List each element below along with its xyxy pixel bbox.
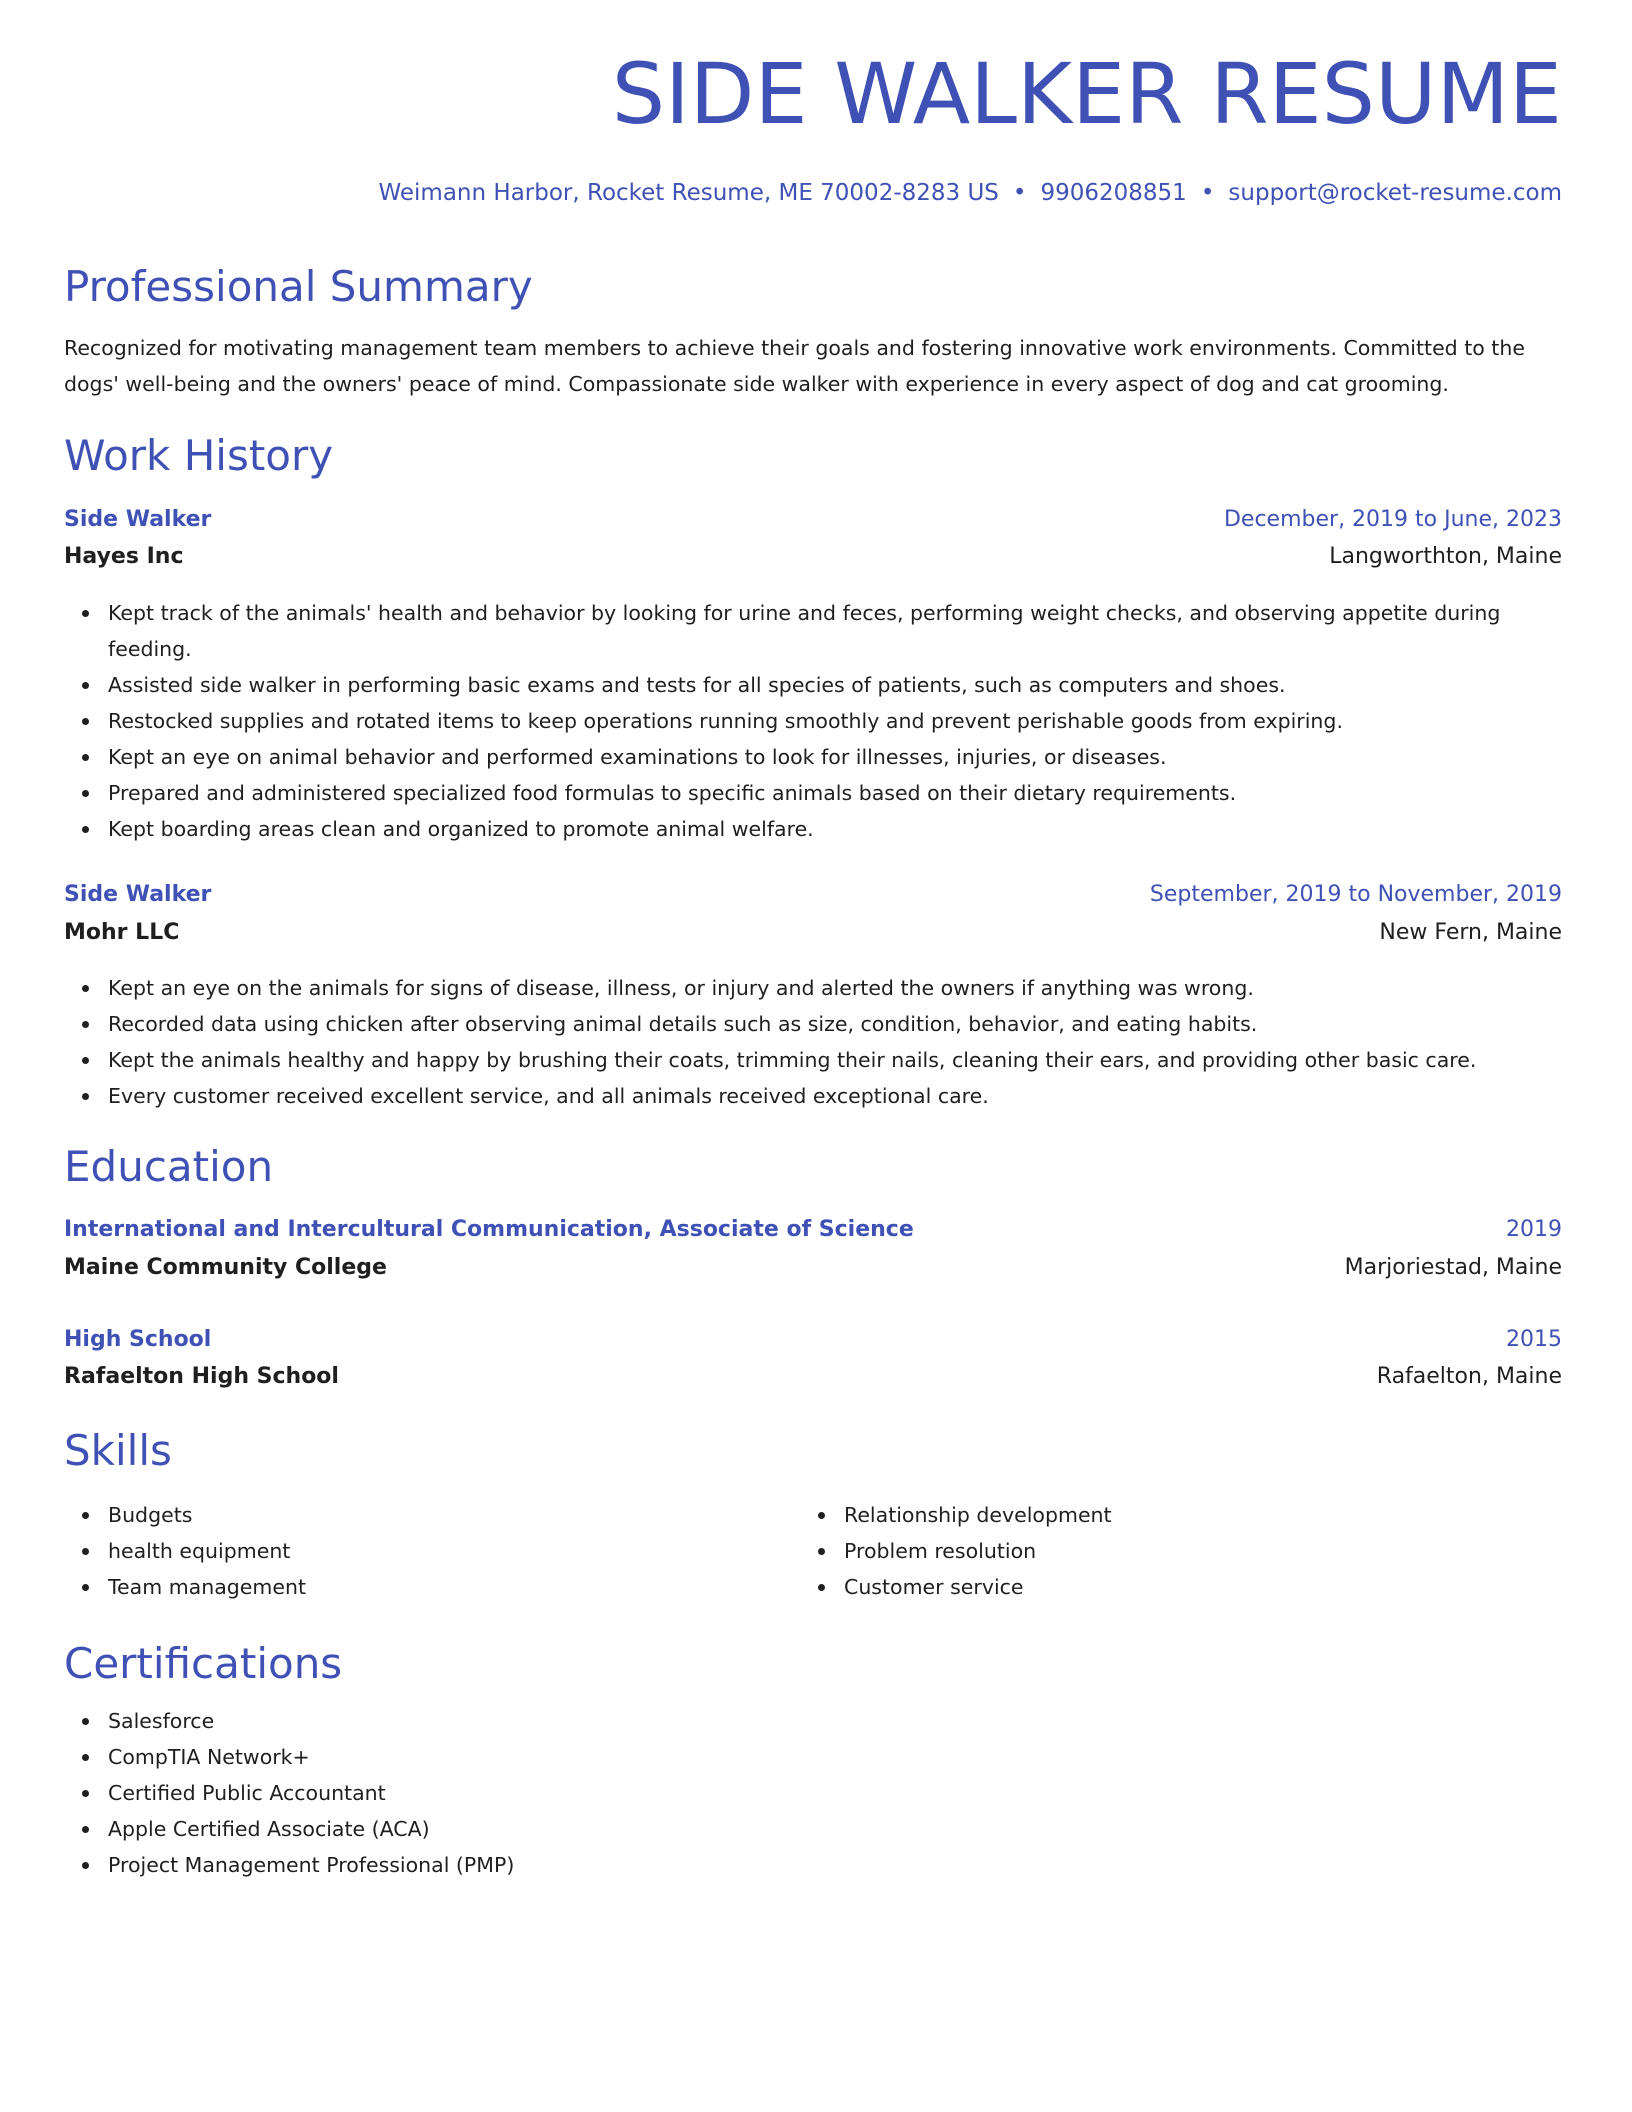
skill-item: Customer service (800, 1569, 1540, 1605)
list-item: Prepared and administered specialized food formulas to specific animals based on their dietary requirements. (64, 775, 1562, 811)
education-degree: High School (64, 1327, 212, 1352)
education-heading: Education (64, 1142, 274, 1191)
job-dates: December, 2019 to June, 2023 (1223, 507, 1562, 532)
skill-item: Budgets (64, 1497, 799, 1533)
list-item: Kept an eye on animal behavior and performed examinations to look for illnesses, injuries, or diseases. (64, 739, 1562, 775)
list-item: Kept boarding areas clean and organized to promote animal welfare. (64, 811, 1562, 847)
education-location: Rafaelton, Maine (1376, 1364, 1562, 1389)
contact-line (379, 182, 1563, 205)
contact-address: Weimann Harbor, Rocket Resume, ME 70002-8283 US (378, 180, 999, 206)
job-company-row (64, 918, 1562, 948)
job-dates: September, 2019 to November, 2019 (1149, 882, 1562, 907)
work-history-heading: Work History (64, 431, 334, 480)
education-location: Marjoriestad, Maine (1344, 1255, 1562, 1280)
certifications-list (64, 1703, 1562, 1883)
job-location: New Fern, Maine (1379, 920, 1562, 945)
list-item: Restocked supplies and rotated items to keep operations running smoothly and prevent perishable goods from expiring. (64, 703, 1562, 739)
skill-item: health equipment (64, 1533, 799, 1569)
skill-item: Problem resolution (800, 1533, 1540, 1569)
education-school-row (64, 1362, 1562, 1392)
contact-separator: • (1200, 180, 1215, 206)
certification-item: Certified Public Accountant (64, 1775, 1562, 1811)
certification-item: Project Management Professional (PMP) (64, 1847, 1562, 1883)
skill-item: Relationship development (800, 1497, 1540, 1533)
education-year: 2015 (1506, 1327, 1562, 1352)
summary-text: Recognized for motivating management team members to achieve their goals and fostering innovative work environments. Committed to the dogs' well-being and the owners' peace of mind. Compassionate side walker with experience in every aspect of dog and cat grooming. (64, 336, 1525, 396)
job-company: Mohr LLC (64, 920, 180, 945)
certifications-heading: Certifications (64, 1639, 343, 1688)
job-header-row (64, 880, 1562, 910)
contact-separator: • (1012, 180, 1027, 206)
job-header-row (64, 505, 1562, 535)
contact-phone[interactable]: 9906208851 (1040, 180, 1187, 206)
job-bullet-list (64, 595, 1562, 847)
list-item: Assisted side walker in performing basic exams and tests for all species of patients, such as computers and shoes. (64, 667, 1562, 703)
summary-heading: Professional Summary (64, 262, 533, 311)
list-item: Kept an eye on the animals for signs of disease, illness, or injury and alerted the owners if anything was wrong. (64, 970, 1562, 1006)
list-item: Recorded data using chicken after observing animal details such as size, condition, behavior, and eating habits. (64, 1006, 1562, 1042)
list-item: Kept the animals healthy and happy by brushing their coats, trimming their nails, cleaning their ears, and providing other basic care. (64, 1042, 1562, 1078)
certification-item: Apple Certified Associate (ACA) (64, 1811, 1562, 1847)
skill-item: Team management (64, 1569, 799, 1605)
skills-list-left (64, 1497, 799, 1605)
job-role: Side Walker (64, 507, 212, 532)
education-year: 2019 (1506, 1217, 1562, 1242)
contact-email[interactable]: support@rocket-resume.com (1228, 180, 1562, 206)
skills-list-right (800, 1497, 1540, 1605)
job-bullet-list (64, 970, 1562, 1114)
job-company-row (64, 542, 1562, 572)
job-role: Side Walker (64, 882, 212, 907)
certification-item: Salesforce (64, 1703, 1562, 1739)
list-item: Kept track of the animals' health and behavior by looking for urine and feces, performing weight checks, and observing appetite during feeding. (64, 595, 1562, 667)
education-school-row (64, 1253, 1562, 1283)
education-header-row (64, 1215, 1562, 1245)
job-location: Langworthton, Maine (1329, 544, 1562, 569)
job-company: Hayes Inc (64, 544, 184, 569)
education-header-row (64, 1325, 1562, 1355)
list-item: Every customer received excellent service, and all animals received exceptional care. (64, 1078, 1562, 1114)
education-school: Maine Community College (64, 1255, 387, 1280)
certification-item: CompTIA Network+ (64, 1739, 1562, 1775)
skills-heading: Skills (64, 1426, 172, 1475)
education-school: Rafaelton High School (64, 1364, 339, 1389)
education-degree: International and Intercultural Communication, Associate of Science (64, 1217, 914, 1242)
resume-title: SIDE WALKER RESUME (611, 45, 1562, 143)
